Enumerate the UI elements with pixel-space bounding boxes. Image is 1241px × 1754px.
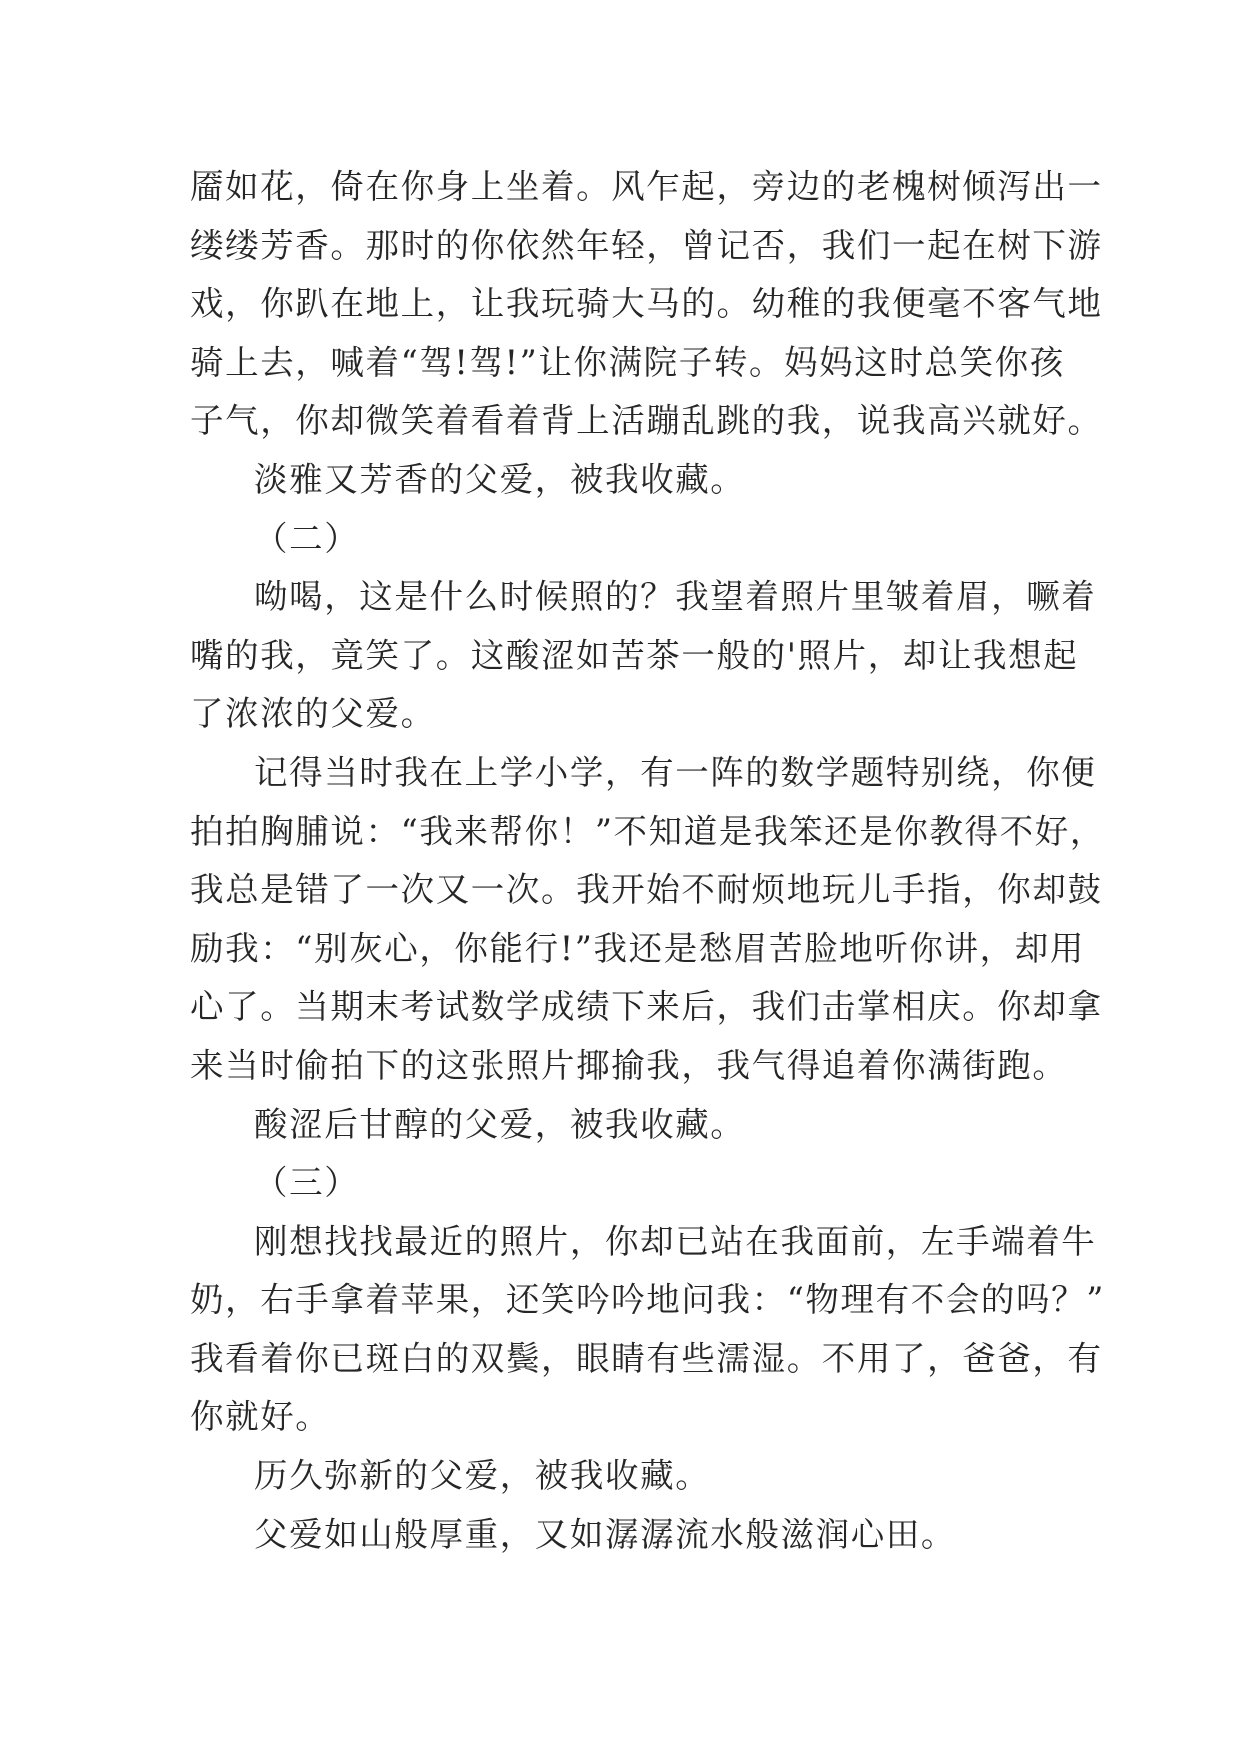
text-line: 嘴的我，竟笑了。这酸涩如苦茶一般的'照片，却让我想起 bbox=[190, 635, 1079, 675]
text-line: 我总是错了一次又一次。我开始不耐烦地玩儿手指，你却鼓 bbox=[190, 870, 1103, 910]
text-line: 刚想找找最近的照片，你却已站在我面前，左手端着牛 bbox=[254, 1221, 1097, 1261]
text-line: 我看着你已斑白的双鬓，眼睛有些濡湿。不用了，爸爸，有 bbox=[190, 1338, 1103, 1378]
text-line: 缕缕芳香。那时的你依然年轻，曾记否，我们一起在树下游 bbox=[190, 225, 1103, 265]
text-line: 戏，你趴在地上，让我玩骑大马的。幼稚的我便毫不客气地 bbox=[190, 284, 1103, 324]
text-line: 子气，你却微笑着看着背上活蹦乱跳的我，说我高兴就好。 bbox=[190, 401, 1103, 441]
body-text bbox=[190, 158, 1105, 1564]
text-line: （二） bbox=[254, 518, 360, 558]
text-line: 父爱如山般厚重，又如潺潺流水般滋润心田。 bbox=[254, 1514, 956, 1554]
text-line: 了浓浓的父爱。 bbox=[190, 694, 436, 734]
text-line: 励我：“别灰心，你能行!”我还是愁眉苦脸地听你讲，却用 bbox=[190, 928, 1085, 968]
text-line: 骑上去，喊着“驾!驾!”让你满院子转。妈妈这时总笑你孩 bbox=[190, 342, 1065, 382]
text-line: 历久弥新的父爱，被我收藏。 bbox=[254, 1456, 711, 1496]
text-line: 拍拍胸脯说：“我来帮你！”不知道是我笨还是你教得不好， bbox=[190, 811, 1105, 851]
text-line: 淡雅又芳香的父爱，被我收藏。 bbox=[254, 459, 746, 499]
text-line: 记得当时我在上学小学，有一阵的数学题特别绕，你便 bbox=[254, 752, 1097, 792]
text-line: 你就好。 bbox=[190, 1397, 331, 1437]
text-line: 来当时偷拍下的这张照片揶揄我，我气得追着你满街跑。 bbox=[190, 1045, 1068, 1085]
text-line: （三） bbox=[254, 1163, 360, 1203]
text-line: 呦喝，这是什么时候照的？我望着照片里皱着眉，噘着 bbox=[254, 577, 1097, 617]
text-line: 靥如花，倚在你身上坐着。风乍起，旁边的老槐树倾泻出一 bbox=[190, 167, 1103, 206]
text-line: 酸涩后甘醇的父爱，被我收藏。 bbox=[254, 1104, 746, 1144]
text-line: 心了。当期末考试数学成绩下来后，我们击掌相庆。你却拿 bbox=[190, 987, 1103, 1027]
text-line: 奶，右手拿着苹果，还笑吟吟地问我：“物理有不会的吗？” bbox=[190, 1280, 1105, 1320]
